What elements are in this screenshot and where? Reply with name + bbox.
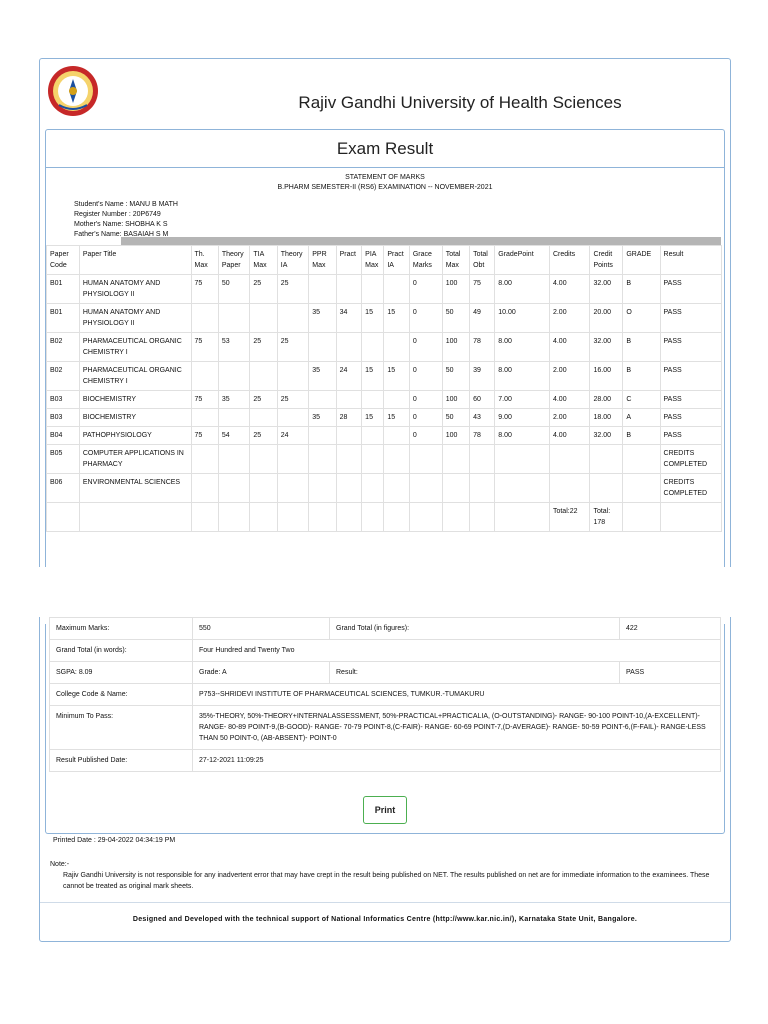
table-cell: 25: [277, 333, 309, 362]
table-cell: [250, 409, 277, 427]
table-cell: 7.00: [495, 391, 550, 409]
result-value: PASS: [620, 662, 721, 684]
table-cell: [250, 474, 277, 503]
exam-title: Exam Result: [46, 130, 724, 168]
table-cell: [495, 445, 550, 474]
table-cell: 32.00: [590, 427, 623, 445]
table-cell: 50: [442, 409, 469, 427]
table-row: [50, 684, 721, 706]
table-cell: [590, 474, 623, 503]
table-cell: [442, 503, 469, 532]
table-cell: [660, 503, 721, 532]
statement-line-1: STATEMENT OF MARKS: [345, 174, 425, 181]
table-cell: [191, 445, 218, 474]
table-cell: B: [623, 427, 660, 445]
table-cell: 39: [470, 362, 495, 391]
footer-divider: [40, 902, 730, 903]
column-header: Grace Marks: [409, 246, 442, 275]
marks-panel: [45, 129, 725, 569]
table-cell: 15: [362, 362, 384, 391]
table-cell: 75: [191, 333, 218, 362]
table-cell: Total: 178: [590, 503, 623, 532]
table-cell: [495, 503, 550, 532]
min-pass-value: 35%-THEORY, 50%-THEORY+INTERNALASSESSMENT, 50%-PRACTICAL+PRACTICALIA, (O-OUTSTANDING)- RANGE- 90-100 POINT-10,(A-EXCELLENT)- RANGE- 80-89 POINT-9,(B-GOOD)- RANGE- 70-79 POINT-8,(C-FAIR)- RANGE- 60-69 POINT-7,(D-AVERAGE)- RANGE- 50-59 POINT-6,(F-FAIL)- RANGE-LESS THAN 50 POINT-0, (AB-ABSENT)- POINT-0: [193, 706, 721, 750]
published-value: 27-12-2021 11:09:25: [193, 750, 721, 772]
table-cell: HUMAN ANATOMY AND PHYSIOLOGY II: [79, 275, 191, 304]
table-cell: O: [623, 304, 660, 333]
student-details: [74, 200, 724, 240]
table-cell: [362, 333, 384, 362]
table-cell: 15: [362, 304, 384, 333]
table-cell: 25: [250, 391, 277, 409]
table-cell: B02: [47, 362, 80, 391]
table-cell: 4.00: [549, 275, 590, 304]
table-row: [47, 362, 722, 391]
register-number: Register Number : 20P6749: [74, 211, 161, 218]
table-cell: B01: [47, 304, 80, 333]
statement-heading: [46, 173, 724, 193]
table-row: [47, 445, 722, 474]
table-cell: [549, 445, 590, 474]
table-cell: 15: [384, 304, 410, 333]
table-cell: 78: [470, 427, 495, 445]
column-header: Result: [660, 246, 721, 275]
table-cell: [336, 275, 362, 304]
table-cell: 9.00: [495, 409, 550, 427]
table-cell: 25: [277, 391, 309, 409]
table-cell: [384, 427, 410, 445]
header-divider-bar: [121, 237, 721, 245]
result-page: [39, 58, 731, 942]
table-cell: 8.00: [495, 333, 550, 362]
table-cell: 75: [470, 275, 495, 304]
footer-credits: Designed and Developed with the technical support of National Informatics Centre (http://www.kar.nic.in/), Karnataka State Unit, Bangalore.: [132, 916, 638, 923]
table-cell: 100: [442, 333, 469, 362]
table-cell: [590, 445, 623, 474]
table-cell: 0: [409, 304, 442, 333]
print-wrap: [46, 796, 724, 824]
table-cell: [409, 445, 442, 474]
table-cell: [384, 445, 410, 474]
table-cell: [623, 474, 660, 503]
statement-line-2: B.PHARM SEMESTER-II (RS6) EXAMINATION -- NOVEMBER-2021: [277, 184, 493, 191]
table-cell: B: [623, 275, 660, 304]
max-marks-label: Maximum Marks:: [50, 618, 193, 640]
table-cell: [191, 409, 218, 427]
table-row: [50, 618, 721, 640]
table-cell: 25: [250, 333, 277, 362]
column-header: GradePoint: [495, 246, 550, 275]
table-cell: 0: [409, 362, 442, 391]
table-cell: PASS: [660, 304, 721, 333]
table-cell: [79, 503, 191, 532]
table-cell: [470, 474, 495, 503]
table-cell: 49: [470, 304, 495, 333]
table-cell: 35: [309, 304, 336, 333]
table-cell: 0: [409, 427, 442, 445]
table-cell: [218, 445, 250, 474]
table-cell: [277, 304, 309, 333]
table-cell: 0: [409, 391, 442, 409]
college-value: P753--SHRIDEVI INSTITUTE OF PHARMACEUTICAL SCIENCES, TUMKUR.-TUMAKURU: [193, 684, 721, 706]
sgpa-value: SGPA: 8.09: [50, 662, 193, 684]
table-cell: HUMAN ANATOMY AND PHYSIOLOGY II: [79, 304, 191, 333]
table-cell: A: [623, 409, 660, 427]
table-cell: 60: [470, 391, 495, 409]
table-cell: 24: [336, 362, 362, 391]
table-cell: B02: [47, 333, 80, 362]
column-header: PIA Max: [362, 246, 384, 275]
table-cell: CREDITS COMPLETED: [660, 445, 721, 474]
summary-panel: [45, 624, 725, 844]
table-cell: [384, 474, 410, 503]
table-cell: PHARMACEUTICAL ORGANIC CHEMISTRY I: [79, 333, 191, 362]
table-cell: [384, 391, 410, 409]
table-cell: [309, 275, 336, 304]
father-name: Father's Name: BASAIAH S M: [74, 231, 169, 238]
table-cell: 53: [218, 333, 250, 362]
table-cell: 25: [277, 275, 309, 304]
table-cell: B03: [47, 391, 80, 409]
table-cell: 0: [409, 409, 442, 427]
table-cell: 8.00: [495, 275, 550, 304]
table-cell: [277, 362, 309, 391]
table-cell: [362, 503, 384, 532]
table-cell: 75: [191, 275, 218, 304]
table-cell: [470, 503, 495, 532]
table-cell: [336, 427, 362, 445]
table-cell: [250, 503, 277, 532]
page-break-gap: [0, 567, 768, 617]
table-cell: [336, 333, 362, 362]
table-cell: [309, 427, 336, 445]
table-cell: [336, 503, 362, 532]
table-cell: B: [623, 333, 660, 362]
table-cell: BIOCHEMISTRY: [79, 391, 191, 409]
grand-total-words-label: Grand Total (in words):: [50, 640, 193, 662]
table-cell: 8.00: [495, 427, 550, 445]
table-cell: 2.00: [549, 409, 590, 427]
header: [40, 59, 730, 129]
table-row: [47, 275, 722, 304]
table-cell: 78: [470, 333, 495, 362]
table-cell: PASS: [660, 275, 721, 304]
table-cell: 50: [218, 275, 250, 304]
table-cell: 2.00: [549, 362, 590, 391]
column-header: GRADE: [623, 246, 660, 275]
table-cell: [191, 503, 218, 532]
table-cell: PATHOPHYSIOLOGY: [79, 427, 191, 445]
table-cell: [277, 503, 309, 532]
table-cell: CREDITS COMPLETED: [660, 474, 721, 503]
table-cell: [218, 474, 250, 503]
grand-total-words-value: Four Hundred and Twenty Two: [193, 640, 721, 662]
table-cell: [277, 409, 309, 427]
table-cell: PASS: [660, 391, 721, 409]
table-cell: 35: [309, 409, 336, 427]
max-marks-value: 550: [193, 618, 330, 640]
table-cell: [250, 362, 277, 391]
table-cell: PASS: [660, 333, 721, 362]
table-cell: 25: [250, 275, 277, 304]
table-row: [47, 474, 722, 503]
table-cell: [362, 474, 384, 503]
table-cell: [362, 427, 384, 445]
mother-name: Mother's Name: SHOBHA K S: [74, 221, 168, 228]
table-cell: 8.00: [495, 362, 550, 391]
table-cell: 18.00: [590, 409, 623, 427]
table-cell: [362, 391, 384, 409]
table-cell: [409, 474, 442, 503]
table-cell: B03: [47, 409, 80, 427]
table-cell: 4.00: [549, 391, 590, 409]
table-cell: 75: [191, 391, 218, 409]
table-cell: [309, 333, 336, 362]
college-label: College Code & Name:: [50, 684, 193, 706]
table-cell: [218, 362, 250, 391]
column-header: Total Max: [442, 246, 469, 275]
table-cell: [362, 445, 384, 474]
table-cell: [250, 445, 277, 474]
table-cell: 100: [442, 275, 469, 304]
column-header: Th. Max: [191, 246, 218, 275]
table-row: [47, 333, 722, 362]
table-cell: 28: [336, 409, 362, 427]
print-button[interactable]: Print: [363, 796, 408, 824]
marks-table-body: [47, 275, 722, 532]
student-name: Student's Name : MANU B MATH: [74, 201, 178, 208]
table-row: [47, 409, 722, 427]
note: [50, 859, 722, 892]
table-cell: [384, 275, 410, 304]
printed-date: Printed Date : 29-04-2022 04:34:19 PM: [53, 837, 176, 844]
table-row: [50, 706, 721, 750]
table-cell: PASS: [660, 409, 721, 427]
table-cell: 4.00: [549, 427, 590, 445]
table-cell: [336, 474, 362, 503]
table-row: [50, 662, 721, 684]
column-header: Pract: [336, 246, 362, 275]
table-cell: B: [623, 362, 660, 391]
summary-table: [49, 617, 721, 772]
table-cell: [47, 503, 80, 532]
table-row: [50, 640, 721, 662]
table-cell: B04: [47, 427, 80, 445]
table-cell: [384, 333, 410, 362]
table-cell: [309, 474, 336, 503]
column-header: Credit Points: [590, 246, 623, 275]
table-cell: [191, 362, 218, 391]
table-cell: 15: [362, 409, 384, 427]
grand-total-figures-value: 422: [620, 618, 721, 640]
table-cell: PASS: [660, 362, 721, 391]
table-cell: [218, 304, 250, 333]
table-row: [47, 391, 722, 409]
table-cell: [191, 304, 218, 333]
table-cell: 32.00: [590, 333, 623, 362]
note-title: Note:-: [50, 861, 70, 868]
table-cell: PASS: [660, 427, 721, 445]
table-cell: PHARMACEUTICAL ORGANIC CHEMISTRY I: [79, 362, 191, 391]
table-cell: [191, 474, 218, 503]
column-header: Theory Paper: [218, 246, 250, 275]
table-cell: [470, 445, 495, 474]
column-header: Pract IA: [384, 246, 410, 275]
table-cell: 100: [442, 427, 469, 445]
table-cell: [277, 445, 309, 474]
column-header: Paper Code: [47, 246, 80, 275]
table-row: [47, 427, 722, 445]
table-cell: 43: [470, 409, 495, 427]
table-cell: [309, 445, 336, 474]
table-cell: 10.00: [495, 304, 550, 333]
table-cell: B06: [47, 474, 80, 503]
table-cell: 35: [309, 362, 336, 391]
column-header: PPR Max: [309, 246, 336, 275]
result-label: Result:: [330, 662, 620, 684]
published-label: Result Published Date:: [50, 750, 193, 772]
table-cell: [250, 304, 277, 333]
table-cell: 16.00: [590, 362, 623, 391]
column-header: TIA Max: [250, 246, 277, 275]
table-cell: 50: [442, 362, 469, 391]
table-cell: 15: [384, 409, 410, 427]
table-cell: 15: [384, 362, 410, 391]
table-cell: [409, 503, 442, 532]
column-header: Theory IA: [277, 246, 309, 275]
note-text: Rajiv Gandhi University is not responsible for any inadvertent error that may have crept in the result being published on NET. The results published on net are for immediate information to the examinees. These cannot be treated as original mark sheets.: [63, 872, 710, 890]
table-cell: [218, 503, 250, 532]
table-cell: [623, 445, 660, 474]
marks-table: [46, 245, 722, 532]
table-cell: 34: [336, 304, 362, 333]
table-cell: 35: [218, 391, 250, 409]
table-cell: C: [623, 391, 660, 409]
table-cell: [277, 474, 309, 503]
table-cell: [309, 391, 336, 409]
column-header: Paper Title: [79, 246, 191, 275]
table-cell: BIOCHEMISTRY: [79, 409, 191, 427]
table-cell: 0: [409, 333, 442, 362]
table-cell: [362, 275, 384, 304]
column-header: Credits: [549, 246, 590, 275]
table-cell: B01: [47, 275, 80, 304]
table-cell: COMPUTER APPLICATIONS IN PHARMACY: [79, 445, 191, 474]
table-cell: 32.00: [590, 275, 623, 304]
table-cell: [549, 474, 590, 503]
table-cell: [495, 474, 550, 503]
table-cell: [384, 503, 410, 532]
min-pass-label: Minimum To Pass:: [50, 706, 193, 750]
table-cell: B05: [47, 445, 80, 474]
marks-table-header: [47, 246, 722, 275]
table-row: [47, 503, 722, 532]
table-cell: 54: [218, 427, 250, 445]
table-row: [47, 304, 722, 333]
grade-value: Grade: A: [193, 662, 330, 684]
table-cell: 4.00: [549, 333, 590, 362]
table-cell: 24: [277, 427, 309, 445]
table-cell: 28.00: [590, 391, 623, 409]
university-name: Rajiv Gandhi University of Health Sciences: [298, 93, 622, 112]
table-cell: 50: [442, 304, 469, 333]
table-cell: [336, 391, 362, 409]
table-cell: [442, 474, 469, 503]
column-header: Total Obt: [470, 246, 495, 275]
table-cell: 0: [409, 275, 442, 304]
grand-total-figures-label: Grand Total (in figures):: [330, 618, 620, 640]
table-cell: 20.00: [590, 304, 623, 333]
table-cell: 2.00: [549, 304, 590, 333]
table-cell: [336, 445, 362, 474]
table-cell: 25: [250, 427, 277, 445]
table-cell: [218, 409, 250, 427]
table-cell: ENVIRONMENTAL SCIENCES: [79, 474, 191, 503]
table-cell: Total:22: [549, 503, 590, 532]
table-cell: [309, 503, 336, 532]
table-cell: 100: [442, 391, 469, 409]
table-cell: 75: [191, 427, 218, 445]
table-cell: [442, 445, 469, 474]
table-cell: [623, 503, 660, 532]
table-row: [50, 750, 721, 772]
